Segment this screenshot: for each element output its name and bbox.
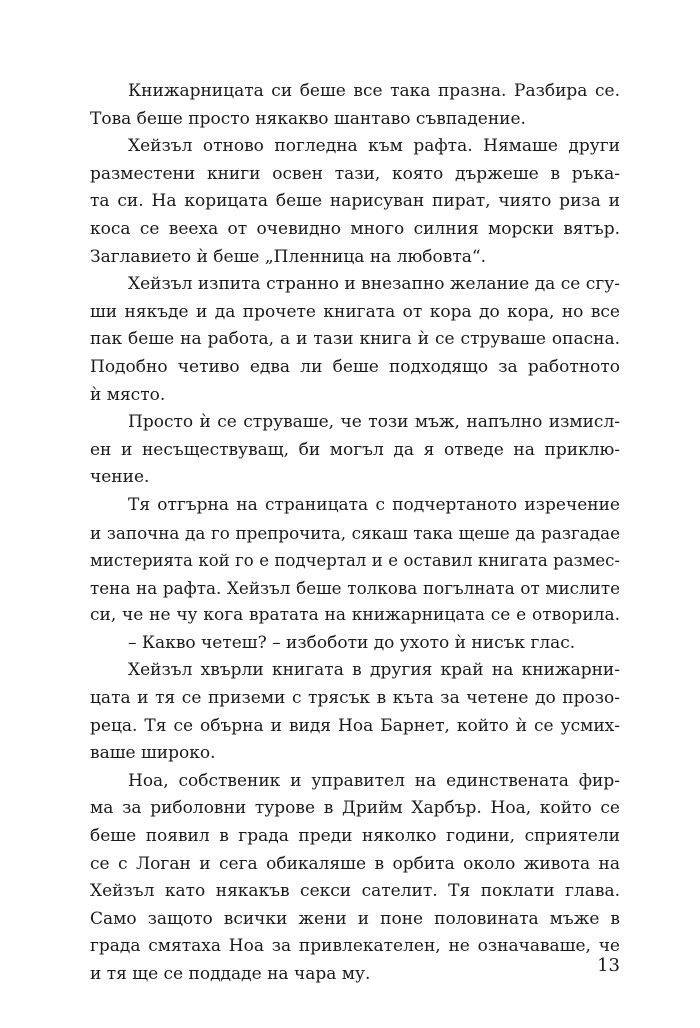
text-line: коса се вееха от очевидно много силния морски вятър. [90,218,620,239]
text-line: и започна да го препрочита, сякаш така щеше да разгадае [90,522,620,543]
text-line: Хейзъл изпита странно и внезапно желание да се сгу- [128,274,620,295]
text-line: цата и тя се приземи с трясък в кътa за четене до прозо- [90,688,620,709]
text-line: чение. [90,467,150,488]
text-line: Просто ѝ се струваше, че този мъж, напълно измисл- [128,412,620,433]
text-line: Хейзъл хвърли книгата в другия край на книжарни- [128,660,620,681]
text-line: Хейзъл като някакъв секси сателит. Тя поклати глава. [90,881,620,902]
text-line: ши някъде и да прочете книгата от кора до кора, но все [90,301,620,322]
text-line: Ноа, собственик и управител на единствената фир- [128,770,620,791]
text-line: Само защото всички жени и поне половината мъже в [90,908,620,929]
text-line: града смятаха Ноа за привлекателен, не означаваше, че [90,936,620,957]
text-line: беше появил в града преди няколко години, сприятели [90,826,620,847]
text-line: разместени книги освен тази, която държеше в ръка- [90,163,620,184]
text-line: – Какво четеш? – избоботи до ухото ѝ нисък глас. [128,632,576,653]
text-line: си, че не чу кога вратата на книжарницата се е отворила. [90,605,620,626]
text-line: тена на рафта. Хейзъл беше толкова погълната от мислите [90,577,620,598]
text-line: мистерията кой го е подчертал и е оставил книгата размес- [90,551,620,571]
text-line: Книжарницата си беше все така празна. Разбира се. [128,81,620,101]
text-line: ваше широко. [90,743,216,764]
text-line: се с Логан и сега обикаляше в орбита около живота на [90,853,620,874]
text-line: ен и несъществуващ, би могъл да я отведе на приклю- [90,439,620,460]
book-page-text [90,78,620,989]
text-line: Подобно четиво едва ли беше подходящо за работното [90,356,620,377]
text-line: ма за риболовни турове в Дрийм Харбър. Ноа, който се [90,798,620,819]
text-line: Тя отгърна на страницата с подчертаното изречение [128,494,620,515]
page-number: 13 [597,955,620,976]
text-line: пак беше на работа, а и тази книга ѝ се струваше опасна. [90,329,620,350]
text-line: реца. Тя се обърна и видя Ноа Барнет, който ѝ се усмих- [90,715,620,736]
text-line: Това беше просто някакво шантаво съвпадение. [90,108,526,129]
text-line: ѝ място. [90,384,166,405]
text-line: Хейзъл отново погледна към рафта. Нямаше други [128,136,620,157]
text-line: и тя ще се поддаде на чара му. [90,964,371,984]
text-line: та си. На корицата беше нарисуван пират, чиято риза и [90,191,620,212]
text-line: Заглавието ѝ беше „Пленница на любовта“. [90,246,486,267]
